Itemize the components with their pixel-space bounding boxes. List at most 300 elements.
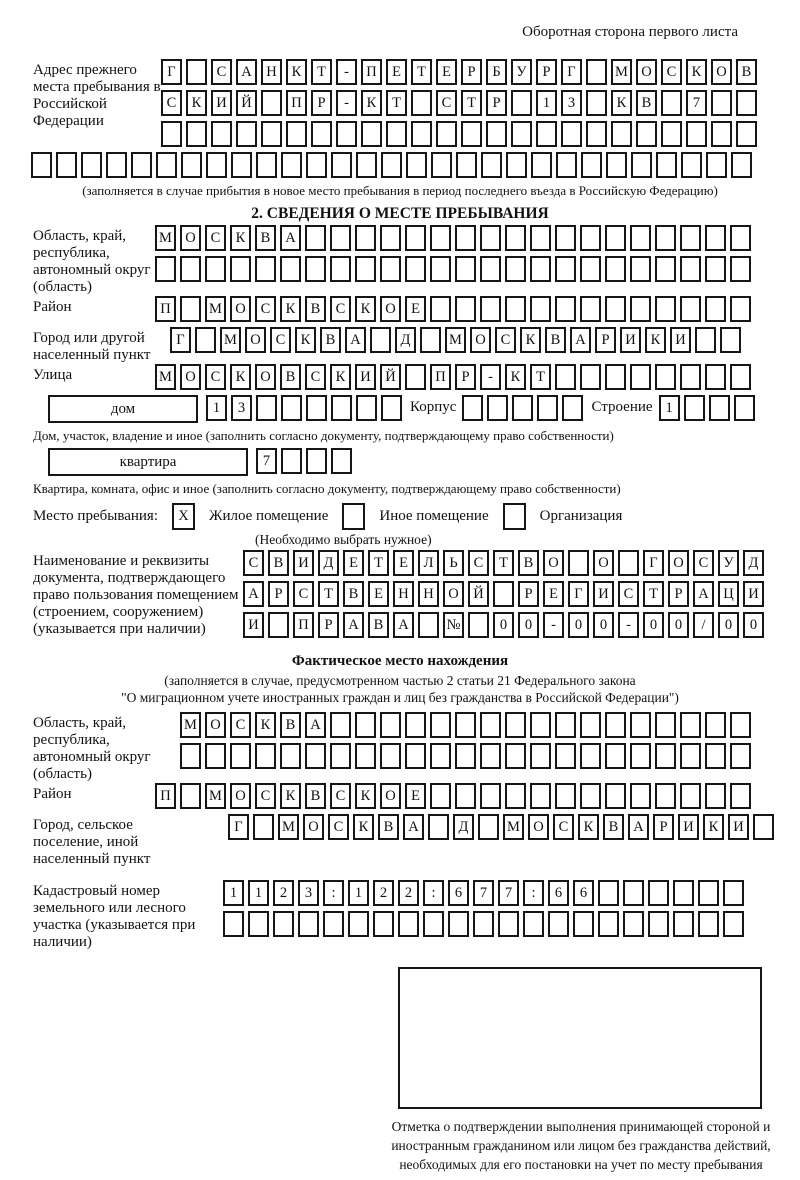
char-cell[interactable] bbox=[530, 783, 551, 809]
char-cell[interactable] bbox=[512, 395, 533, 421]
char-cell[interactable] bbox=[205, 256, 226, 282]
char-cell[interactable] bbox=[381, 152, 402, 178]
char-cell[interactable]: С bbox=[205, 364, 226, 390]
char-cell[interactable]: 6 bbox=[448, 880, 469, 906]
char-cell[interactable] bbox=[555, 712, 576, 738]
char-cell[interactable]: Р bbox=[318, 612, 339, 638]
char-cell[interactable]: О bbox=[180, 364, 201, 390]
char-cell[interactable] bbox=[355, 225, 376, 251]
char-cell[interactable] bbox=[211, 121, 232, 147]
char-cell[interactable]: 0 bbox=[643, 612, 664, 638]
char-cell[interactable]: Г bbox=[161, 59, 182, 85]
char-cell[interactable]: Й bbox=[380, 364, 401, 390]
char-cell[interactable]: И bbox=[243, 612, 264, 638]
char-cell[interactable]: Т bbox=[318, 581, 339, 607]
char-cell[interactable] bbox=[411, 121, 432, 147]
char-cell[interactable] bbox=[655, 364, 676, 390]
char-cell[interactable]: Г bbox=[561, 59, 582, 85]
char-cell[interactable] bbox=[655, 296, 676, 322]
char-cell[interactable]: / bbox=[693, 612, 714, 638]
char-cell[interactable] bbox=[555, 225, 576, 251]
char-cell[interactable] bbox=[405, 743, 426, 769]
char-cell[interactable]: О bbox=[470, 327, 491, 353]
char-cell[interactable] bbox=[698, 911, 719, 937]
char-cell[interactable] bbox=[236, 121, 257, 147]
char-cell[interactable]: О bbox=[443, 581, 464, 607]
char-cell[interactable] bbox=[398, 911, 419, 937]
char-cell[interactable] bbox=[681, 152, 702, 178]
char-cell[interactable]: М bbox=[180, 712, 201, 738]
char-cell[interactable] bbox=[430, 256, 451, 282]
char-cell[interactable] bbox=[155, 256, 176, 282]
char-cell[interactable]: Д bbox=[318, 550, 339, 576]
char-cell[interactable] bbox=[280, 256, 301, 282]
char-cell[interactable]: Р bbox=[311, 90, 332, 116]
char-cell[interactable]: К bbox=[230, 364, 251, 390]
char-cell[interactable]: И bbox=[678, 814, 699, 840]
char-cell[interactable]: : bbox=[423, 880, 444, 906]
char-cell[interactable]: С bbox=[293, 581, 314, 607]
char-cell[interactable] bbox=[555, 256, 576, 282]
char-cell[interactable]: Н bbox=[393, 581, 414, 607]
char-cell[interactable]: 3 bbox=[231, 395, 252, 421]
char-cell[interactable]: А bbox=[343, 612, 364, 638]
char-cell[interactable] bbox=[730, 364, 751, 390]
char-cell[interactable] bbox=[561, 121, 582, 147]
char-cell[interactable] bbox=[548, 911, 569, 937]
char-cell[interactable] bbox=[705, 364, 726, 390]
char-cell[interactable] bbox=[655, 712, 676, 738]
char-cell[interactable] bbox=[428, 814, 449, 840]
char-cell[interactable] bbox=[231, 152, 252, 178]
char-cell[interactable]: С bbox=[270, 327, 291, 353]
char-cell[interactable] bbox=[580, 712, 601, 738]
char-cell[interactable] bbox=[273, 911, 294, 937]
char-cell[interactable]: Е bbox=[405, 783, 426, 809]
char-cell[interactable]: : bbox=[523, 880, 544, 906]
char-cell[interactable] bbox=[530, 743, 551, 769]
char-cell[interactable]: К bbox=[255, 712, 276, 738]
char-cell[interactable]: А bbox=[243, 581, 264, 607]
char-cell[interactable] bbox=[480, 743, 501, 769]
char-cell[interactable] bbox=[405, 256, 426, 282]
char-cell[interactable]: П bbox=[155, 783, 176, 809]
char-cell[interactable]: 7 bbox=[498, 880, 519, 906]
char-cell[interactable] bbox=[673, 880, 694, 906]
char-cell[interactable] bbox=[286, 121, 307, 147]
char-cell[interactable]: К bbox=[355, 783, 376, 809]
char-cell[interactable]: С bbox=[618, 581, 639, 607]
char-cell[interactable] bbox=[605, 364, 626, 390]
char-cell[interactable] bbox=[180, 256, 201, 282]
char-cell[interactable]: У bbox=[511, 59, 532, 85]
char-cell[interactable] bbox=[306, 448, 327, 474]
char-cell[interactable]: П bbox=[286, 90, 307, 116]
char-cell[interactable]: Й bbox=[468, 581, 489, 607]
char-cell[interactable] bbox=[618, 550, 639, 576]
char-cell[interactable] bbox=[248, 911, 269, 937]
char-cell[interactable]: М bbox=[155, 225, 176, 251]
char-cell[interactable] bbox=[573, 911, 594, 937]
char-cell[interactable] bbox=[480, 225, 501, 251]
char-cell[interactable] bbox=[493, 581, 514, 607]
char-cell[interactable] bbox=[530, 712, 551, 738]
char-cell[interactable] bbox=[555, 743, 576, 769]
char-cell[interactable] bbox=[330, 743, 351, 769]
char-cell[interactable] bbox=[630, 256, 651, 282]
char-cell[interactable]: О bbox=[180, 225, 201, 251]
char-cell[interactable] bbox=[256, 395, 277, 421]
char-cell[interactable] bbox=[730, 712, 751, 738]
char-cell[interactable] bbox=[330, 712, 351, 738]
char-cell[interactable]: Р bbox=[268, 581, 289, 607]
char-cell[interactable] bbox=[455, 743, 476, 769]
char-cell[interactable]: В bbox=[320, 327, 341, 353]
char-cell[interactable] bbox=[380, 225, 401, 251]
char-cell[interactable] bbox=[505, 296, 526, 322]
char-cell[interactable] bbox=[356, 395, 377, 421]
char-cell[interactable] bbox=[480, 712, 501, 738]
char-cell[interactable]: О bbox=[380, 783, 401, 809]
zhiloe-checkbox[interactable]: X bbox=[172, 503, 195, 530]
char-cell[interactable]: О bbox=[255, 364, 276, 390]
char-cell[interactable] bbox=[537, 395, 558, 421]
char-cell[interactable]: 2 bbox=[398, 880, 419, 906]
char-cell[interactable]: С bbox=[161, 90, 182, 116]
char-cell[interactable]: Л bbox=[418, 550, 439, 576]
char-cell[interactable] bbox=[598, 911, 619, 937]
char-cell[interactable]: О bbox=[593, 550, 614, 576]
char-cell[interactable] bbox=[636, 121, 657, 147]
char-cell[interactable] bbox=[456, 152, 477, 178]
char-cell[interactable] bbox=[720, 327, 741, 353]
char-cell[interactable] bbox=[655, 225, 676, 251]
char-cell[interactable] bbox=[487, 395, 508, 421]
char-cell[interactable]: К bbox=[578, 814, 599, 840]
char-cell[interactable] bbox=[206, 152, 227, 178]
char-cell[interactable] bbox=[336, 121, 357, 147]
char-cell[interactable]: Р bbox=[668, 581, 689, 607]
char-cell[interactable]: О bbox=[668, 550, 689, 576]
char-cell[interactable]: В bbox=[280, 364, 301, 390]
char-cell[interactable] bbox=[723, 880, 744, 906]
char-cell[interactable]: А bbox=[305, 712, 326, 738]
char-cell[interactable] bbox=[448, 911, 469, 937]
char-cell[interactable] bbox=[555, 296, 576, 322]
char-cell[interactable] bbox=[680, 225, 701, 251]
char-cell[interactable] bbox=[684, 395, 705, 421]
char-cell[interactable] bbox=[331, 448, 352, 474]
char-cell[interactable]: В bbox=[636, 90, 657, 116]
char-cell[interactable] bbox=[730, 743, 751, 769]
char-cell[interactable] bbox=[205, 743, 226, 769]
char-cell[interactable] bbox=[661, 121, 682, 147]
char-cell[interactable] bbox=[711, 121, 732, 147]
char-cell[interactable] bbox=[180, 296, 201, 322]
char-cell[interactable] bbox=[462, 395, 483, 421]
char-cell[interactable]: А bbox=[403, 814, 424, 840]
char-cell[interactable]: 0 bbox=[593, 612, 614, 638]
char-cell[interactable] bbox=[430, 712, 451, 738]
char-cell[interactable] bbox=[380, 712, 401, 738]
char-cell[interactable] bbox=[430, 743, 451, 769]
char-cell[interactable]: Р bbox=[486, 90, 507, 116]
char-cell[interactable] bbox=[605, 783, 626, 809]
char-cell[interactable]: Г bbox=[228, 814, 249, 840]
char-cell[interactable] bbox=[461, 121, 482, 147]
char-cell[interactable]: Й bbox=[236, 90, 257, 116]
inoe-checkbox[interactable] bbox=[342, 503, 365, 530]
char-cell[interactable] bbox=[405, 225, 426, 251]
char-cell[interactable] bbox=[298, 911, 319, 937]
char-cell[interactable]: Т bbox=[311, 59, 332, 85]
char-cell[interactable] bbox=[411, 90, 432, 116]
char-cell[interactable]: С bbox=[330, 296, 351, 322]
char-cell[interactable] bbox=[436, 121, 457, 147]
char-cell[interactable] bbox=[705, 712, 726, 738]
char-cell[interactable] bbox=[705, 225, 726, 251]
char-cell[interactable] bbox=[511, 121, 532, 147]
char-cell[interactable]: О bbox=[543, 550, 564, 576]
char-cell[interactable] bbox=[605, 743, 626, 769]
char-cell[interactable] bbox=[623, 911, 644, 937]
char-cell[interactable]: К bbox=[611, 90, 632, 116]
char-cell[interactable] bbox=[562, 395, 583, 421]
char-cell[interactable]: П bbox=[293, 612, 314, 638]
char-cell[interactable] bbox=[305, 743, 326, 769]
char-cell[interactable] bbox=[478, 814, 499, 840]
char-cell[interactable] bbox=[730, 783, 751, 809]
char-cell[interactable] bbox=[455, 225, 476, 251]
char-cell[interactable] bbox=[698, 880, 719, 906]
char-cell[interactable]: К bbox=[645, 327, 666, 353]
char-cell[interactable] bbox=[455, 712, 476, 738]
char-cell[interactable] bbox=[330, 225, 351, 251]
char-cell[interactable]: 0 bbox=[743, 612, 764, 638]
char-cell[interactable] bbox=[530, 296, 551, 322]
char-cell[interactable]: К bbox=[230, 225, 251, 251]
char-cell[interactable] bbox=[736, 121, 757, 147]
char-cell[interactable]: М bbox=[205, 296, 226, 322]
char-cell[interactable] bbox=[431, 152, 452, 178]
char-cell[interactable] bbox=[580, 743, 601, 769]
char-cell[interactable]: И bbox=[293, 550, 314, 576]
char-cell[interactable]: Р bbox=[461, 59, 482, 85]
char-cell[interactable]: К bbox=[686, 59, 707, 85]
char-cell[interactable] bbox=[423, 911, 444, 937]
char-cell[interactable] bbox=[730, 256, 751, 282]
char-cell[interactable] bbox=[680, 783, 701, 809]
char-cell[interactable]: И bbox=[355, 364, 376, 390]
char-cell[interactable]: Т bbox=[368, 550, 389, 576]
char-cell[interactable] bbox=[680, 256, 701, 282]
char-cell[interactable]: Т bbox=[643, 581, 664, 607]
char-cell[interactable]: Г bbox=[643, 550, 664, 576]
char-cell[interactable] bbox=[306, 395, 327, 421]
char-cell[interactable]: - bbox=[543, 612, 564, 638]
char-cell[interactable] bbox=[606, 152, 627, 178]
char-cell[interactable] bbox=[734, 395, 755, 421]
char-cell[interactable] bbox=[181, 152, 202, 178]
char-cell[interactable] bbox=[473, 911, 494, 937]
char-cell[interactable] bbox=[630, 712, 651, 738]
char-cell[interactable] bbox=[281, 152, 302, 178]
char-cell[interactable]: С bbox=[693, 550, 714, 576]
char-cell[interactable] bbox=[736, 90, 757, 116]
char-cell[interactable] bbox=[156, 152, 177, 178]
char-cell[interactable] bbox=[630, 225, 651, 251]
char-cell[interactable] bbox=[631, 152, 652, 178]
char-cell[interactable] bbox=[380, 743, 401, 769]
char-cell[interactable]: О bbox=[303, 814, 324, 840]
char-cell[interactable]: 0 bbox=[518, 612, 539, 638]
char-cell[interactable] bbox=[480, 783, 501, 809]
char-cell[interactable]: П bbox=[361, 59, 382, 85]
char-cell[interactable] bbox=[430, 783, 451, 809]
char-cell[interactable]: 1 bbox=[536, 90, 557, 116]
char-cell[interactable]: В bbox=[545, 327, 566, 353]
char-cell[interactable]: В bbox=[268, 550, 289, 576]
char-cell[interactable]: 3 bbox=[298, 880, 319, 906]
char-cell[interactable]: С bbox=[230, 712, 251, 738]
char-cell[interactable]: Е bbox=[436, 59, 457, 85]
char-cell[interactable] bbox=[31, 152, 52, 178]
char-cell[interactable] bbox=[306, 152, 327, 178]
char-cell[interactable]: М bbox=[503, 814, 524, 840]
char-cell[interactable] bbox=[348, 911, 369, 937]
char-cell[interactable] bbox=[406, 152, 427, 178]
char-cell[interactable]: К bbox=[286, 59, 307, 85]
char-cell[interactable] bbox=[630, 743, 651, 769]
char-cell[interactable] bbox=[180, 743, 201, 769]
char-cell[interactable]: М bbox=[278, 814, 299, 840]
char-cell[interactable]: П bbox=[155, 296, 176, 322]
char-cell[interactable] bbox=[331, 152, 352, 178]
char-cell[interactable] bbox=[709, 395, 730, 421]
char-cell[interactable] bbox=[580, 256, 601, 282]
char-cell[interactable]: И bbox=[728, 814, 749, 840]
char-cell[interactable]: К bbox=[353, 814, 374, 840]
char-cell[interactable] bbox=[555, 364, 576, 390]
char-cell[interactable] bbox=[680, 296, 701, 322]
char-cell[interactable] bbox=[680, 712, 701, 738]
char-cell[interactable]: В bbox=[343, 581, 364, 607]
char-cell[interactable]: С bbox=[495, 327, 516, 353]
char-cell[interactable] bbox=[505, 783, 526, 809]
char-cell[interactable] bbox=[323, 911, 344, 937]
char-cell[interactable] bbox=[330, 256, 351, 282]
char-cell[interactable]: 7 bbox=[256, 448, 277, 474]
char-cell[interactable] bbox=[673, 911, 694, 937]
char-cell[interactable]: И bbox=[593, 581, 614, 607]
char-cell[interactable] bbox=[505, 743, 526, 769]
char-cell[interactable] bbox=[430, 225, 451, 251]
char-cell[interactable] bbox=[81, 152, 102, 178]
char-cell[interactable] bbox=[381, 395, 402, 421]
char-cell[interactable]: В bbox=[305, 296, 326, 322]
char-cell[interactable]: О bbox=[636, 59, 657, 85]
char-cell[interactable] bbox=[305, 225, 326, 251]
char-cell[interactable]: О bbox=[711, 59, 732, 85]
char-cell[interactable] bbox=[753, 814, 774, 840]
char-cell[interactable]: Н bbox=[261, 59, 282, 85]
char-cell[interactable] bbox=[256, 152, 277, 178]
char-cell[interactable] bbox=[405, 712, 426, 738]
char-cell[interactable]: - bbox=[480, 364, 501, 390]
char-cell[interactable] bbox=[261, 90, 282, 116]
char-cell[interactable]: И bbox=[620, 327, 641, 353]
char-cell[interactable]: Н bbox=[418, 581, 439, 607]
char-cell[interactable] bbox=[730, 225, 751, 251]
char-cell[interactable] bbox=[486, 121, 507, 147]
char-cell[interactable]: Ь bbox=[443, 550, 464, 576]
char-cell[interactable]: К bbox=[355, 296, 376, 322]
char-cell[interactable] bbox=[680, 364, 701, 390]
char-cell[interactable]: К bbox=[280, 296, 301, 322]
char-cell[interactable]: 0 bbox=[718, 612, 739, 638]
char-cell[interactable]: А bbox=[570, 327, 591, 353]
char-cell[interactable] bbox=[506, 152, 527, 178]
char-cell[interactable]: О bbox=[380, 296, 401, 322]
char-cell[interactable] bbox=[161, 121, 182, 147]
char-cell[interactable]: В bbox=[280, 712, 301, 738]
char-cell[interactable] bbox=[605, 256, 626, 282]
char-cell[interactable]: 7 bbox=[473, 880, 494, 906]
char-cell[interactable]: Т bbox=[411, 59, 432, 85]
char-cell[interactable] bbox=[253, 814, 274, 840]
char-cell[interactable]: У bbox=[718, 550, 739, 576]
char-cell[interactable] bbox=[706, 152, 727, 178]
char-cell[interactable]: 7 bbox=[686, 90, 707, 116]
char-cell[interactable] bbox=[523, 911, 544, 937]
char-cell[interactable]: С bbox=[205, 225, 226, 251]
char-cell[interactable] bbox=[581, 152, 602, 178]
char-cell[interactable]: Е bbox=[393, 550, 414, 576]
char-cell[interactable]: В bbox=[518, 550, 539, 576]
char-cell[interactable] bbox=[480, 296, 501, 322]
char-cell[interactable]: И bbox=[670, 327, 691, 353]
char-cell[interactable] bbox=[731, 152, 752, 178]
char-cell[interactable] bbox=[355, 743, 376, 769]
char-cell[interactable] bbox=[230, 256, 251, 282]
char-cell[interactable]: И bbox=[743, 581, 764, 607]
char-cell[interactable] bbox=[695, 327, 716, 353]
char-cell[interactable] bbox=[630, 296, 651, 322]
char-cell[interactable]: А bbox=[393, 612, 414, 638]
char-cell[interactable]: Р bbox=[595, 327, 616, 353]
char-cell[interactable] bbox=[705, 783, 726, 809]
char-cell[interactable] bbox=[623, 880, 644, 906]
char-cell[interactable]: 1 bbox=[248, 880, 269, 906]
char-cell[interactable]: Е bbox=[405, 296, 426, 322]
char-cell[interactable]: № bbox=[443, 612, 464, 638]
char-cell[interactable] bbox=[261, 121, 282, 147]
char-cell[interactable]: Т bbox=[461, 90, 482, 116]
char-cell[interactable]: Е bbox=[386, 59, 407, 85]
char-cell[interactable] bbox=[305, 256, 326, 282]
char-cell[interactable] bbox=[106, 152, 127, 178]
char-cell[interactable] bbox=[131, 152, 152, 178]
char-cell[interactable] bbox=[605, 712, 626, 738]
char-cell[interactable]: В bbox=[736, 59, 757, 85]
char-cell[interactable]: Т bbox=[530, 364, 551, 390]
char-cell[interactable] bbox=[630, 364, 651, 390]
char-cell[interactable] bbox=[405, 364, 426, 390]
char-cell[interactable]: А bbox=[693, 581, 714, 607]
char-cell[interactable]: М bbox=[611, 59, 632, 85]
char-cell[interactable] bbox=[705, 296, 726, 322]
char-cell[interactable] bbox=[656, 152, 677, 178]
